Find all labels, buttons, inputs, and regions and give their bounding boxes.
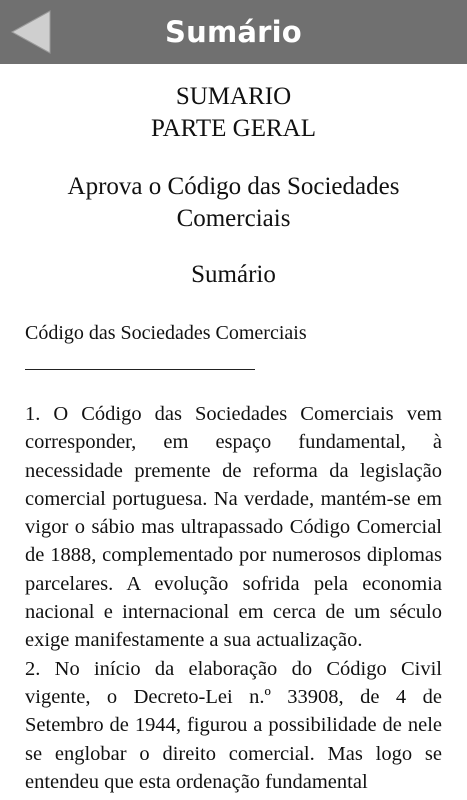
page-title: Sumário — [165, 15, 302, 49]
document-title-line-1: Aprova o Código das Sociedades — [67, 173, 400, 200]
paragraph-1: 1. O Código das Sociedades Comerciais vem corresponder, em espaço fundamental, à necessidade premente de reforma da legislação comercial portuguesa. Na verdade, mantém-se em vigor o sábio mas ultrapassado Código Comercial de 1888, complementado por numerosos diplomas parcelares. A evolução sofrida pela economia nacional e internacional em cerca de um século exige manifestamente a sua actualização. — [25, 403, 442, 652]
document-body — [25, 400, 442, 796]
document-viewer[interactable] — [0, 64, 467, 800]
document-heading-line-2: PARTE GERAL — [151, 115, 316, 142]
section-heading: Sumário — [191, 261, 276, 288]
document-heading-line-1: SUMARIO — [175, 83, 292, 110]
document-title-line-2: Comerciais — [176, 205, 291, 232]
separator-line — [25, 369, 255, 370]
top-bar — [0, 0, 467, 64]
paragraph-2: 2. No início da elaboração do Código Civil vigente, o Decreto-Lei n.º 33908, de 4 de Setembro de 1944, figurou a possibilidade de nele se englobar o direito comercial. Mas logo se entendeu que esta ordenação fundamental — [25, 657, 442, 793]
document-subtitle: Código das Sociedades Comerciais — [25, 322, 307, 344]
